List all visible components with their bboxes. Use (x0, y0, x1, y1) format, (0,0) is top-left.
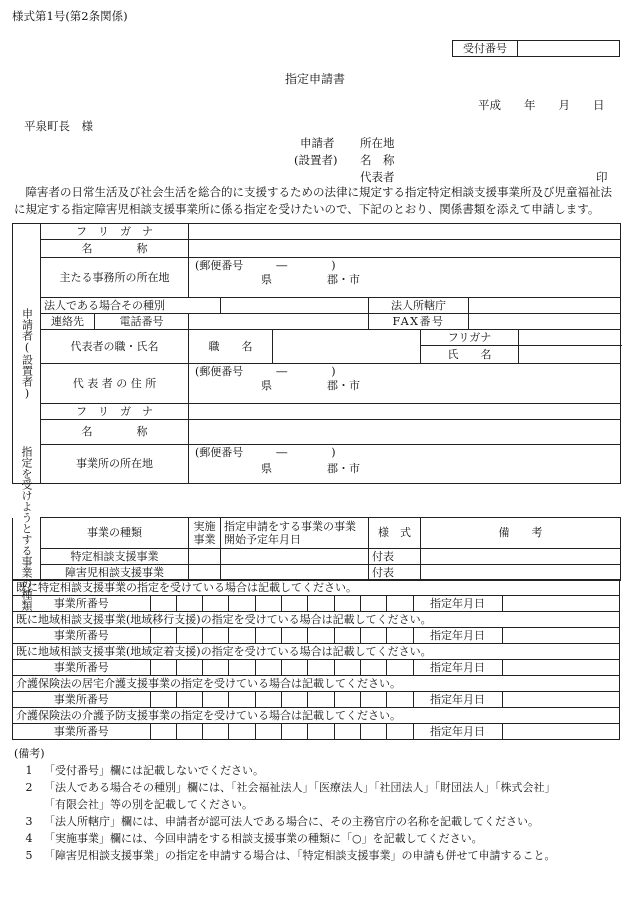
office-number-digit[interactable] (203, 692, 229, 708)
office-number-digit[interactable] (360, 596, 386, 612)
name-label: 名 称 (41, 240, 189, 258)
office-number-digit[interactable] (203, 724, 229, 740)
office-number-digit[interactable] (360, 628, 386, 644)
office-number-digit[interactable] (282, 692, 308, 708)
rep-address-field[interactable]: 県 郡・市 (189, 379, 621, 404)
office-number-digit[interactable] (334, 596, 360, 612)
office-number-label-3: 事業所番号 (13, 660, 151, 676)
postal-code-row[interactable]: (郵便番号 ― ) (189, 258, 621, 274)
notes-heading: (備考) (14, 747, 45, 760)
office-name-field[interactable] (189, 420, 621, 445)
name-field[interactable] (189, 240, 621, 258)
representative-label: 代表者 (360, 170, 395, 184)
office-number-digit[interactable] (308, 596, 334, 612)
position-label: 職 名 (189, 330, 273, 364)
designated-date-label-3: 指定年月日 (413, 660, 502, 676)
main-office-label: 主たる事務所の所在地 (41, 258, 189, 298)
document-title: 指定申請書 (284, 72, 345, 86)
note-item: 3 「法人所轄庁」欄には、申請者が認可法人である場合に、その主務官庁の名称を記載してください。 (25, 815, 539, 828)
prior-prevention-note: 介護保険法の介護予防支援事業の指定を受けている場合は記載してください。 (13, 708, 620, 724)
attached-form-2: 付表 (369, 565, 421, 581)
furigana-label: フ リ ガ ナ (41, 224, 189, 240)
fax-field[interactable] (469, 314, 621, 330)
office-number-label-1: 事業所番号 (13, 596, 151, 612)
prior-settlement-note: 既に地域相談支援事業(地域定着支援)の指定を受けている場合は記載してください。 (13, 644, 620, 660)
office-number-digit[interactable] (255, 724, 281, 740)
section-service-type: 指定を受けようとする事業の種類 (20, 446, 33, 611)
start-date-field-1[interactable] (221, 549, 369, 565)
remarks-label: 備 考 (421, 518, 621, 549)
office-number-digit[interactable] (387, 628, 413, 644)
rep-address-label: 代 表 者 の 住 所 (41, 364, 189, 404)
office-number-digit[interactable] (176, 660, 202, 676)
note-item: 5 「障害児相談支援事業」の指定を申請する場合は、「特定相談支援事業」の申請も併せて申請すること。 (25, 849, 556, 862)
furigana-field[interactable] (189, 224, 621, 240)
office-number-digit[interactable] (176, 692, 202, 708)
applicant-address-label: 所在地 (360, 136, 395, 150)
intro-text: 障害者の日常生活及び社会生活を総合的に支援するための法律に規定する指定特定相談支援事業所及び児童福祉法に規定する指定障害児相談支援事業所に係る指定を受けたいので、下記のとおり、関係書類を添えて申請します。 (14, 185, 612, 216)
contact-label: 連絡先 (41, 314, 95, 330)
addressee: 平泉町長 様 (24, 119, 93, 133)
office-number-label-4: 事業所番号 (13, 692, 151, 708)
position-field[interactable] (273, 330, 421, 364)
designated-date-label-4: 指定年月日 (413, 692, 502, 708)
office-number-digit[interactable] (282, 660, 308, 676)
office-number-digit[interactable] (360, 692, 386, 708)
service-type-label: 事業の種類 (41, 518, 189, 549)
implement-check-1[interactable] (189, 549, 221, 565)
application-table (12, 223, 621, 484)
rep-furigana-label: フリガナ (421, 330, 519, 346)
office-number-digit[interactable] (150, 660, 176, 676)
implement-label: 実施事業 (189, 518, 221, 549)
designated-date-field-3[interactable] (502, 660, 619, 676)
authority-label: 法人所轄庁 (369, 298, 469, 314)
rep-postal-row[interactable]: (郵便番号 ― ) (189, 364, 621, 380)
attached-form-1: 付表 (369, 549, 421, 565)
start-date-label: 指定申請をする事業の事業開始予定年月日 (221, 518, 369, 549)
office-number-digit[interactable] (203, 596, 229, 612)
designated-date-field-5[interactable] (502, 724, 619, 740)
office-number-digit[interactable] (229, 724, 255, 740)
authority-field[interactable] (469, 298, 621, 314)
office-number-digit[interactable] (176, 724, 202, 740)
designated-date-field-2[interactable] (502, 628, 619, 644)
office-number-digit[interactable] (334, 692, 360, 708)
format-label: 様 式 (369, 518, 421, 549)
office-number-digit[interactable] (334, 724, 360, 740)
phone-field[interactable] (189, 314, 369, 330)
office-number-digit[interactable] (282, 596, 308, 612)
office-number-digit[interactable] (282, 724, 308, 740)
rep-name-field[interactable] (519, 346, 621, 364)
section-applicant: 申請者(設置者) (13, 224, 41, 484)
prior-designation-table (12, 579, 620, 740)
office-location-label: 事業所の所在地 (41, 445, 189, 484)
fax-label: FAX番号 (369, 314, 469, 330)
office-number-digit[interactable] (334, 660, 360, 676)
rep-name-label: 氏 名 (421, 346, 519, 364)
designated-date-label-2: 指定年月日 (413, 628, 502, 644)
remarks-field-1[interactable] (421, 549, 621, 565)
rep-title-label: 代表者の職・氏名 (41, 330, 189, 364)
office-number-digit[interactable] (229, 628, 255, 644)
office-number-digit[interactable] (229, 660, 255, 676)
office-number-digit[interactable] (360, 724, 386, 740)
notes-section (14, 745, 620, 864)
office-name-label: 名 称 (41, 420, 189, 445)
designated-date-field-4[interactable] (502, 692, 619, 708)
office-number-digit[interactable] (203, 660, 229, 676)
seal-mark: 印 (596, 170, 608, 184)
office-number-digit[interactable] (334, 628, 360, 644)
office-number-digit[interactable] (308, 628, 334, 644)
office-number-digit[interactable] (387, 724, 413, 740)
corp-type-field[interactable] (221, 298, 369, 314)
office-number-digit[interactable] (387, 692, 413, 708)
office-number-digit[interactable] (255, 596, 281, 612)
office-number-digit[interactable] (282, 628, 308, 644)
service-type-table (12, 517, 621, 581)
receipt-number-field[interactable] (518, 41, 620, 57)
designated-date-label-1: 指定年月日 (413, 596, 502, 612)
form-number: 様式第1号(第2条関係) (12, 9, 128, 23)
service-child-consultation: 障害児相談支援事業 (41, 565, 189, 581)
office-number-digit[interactable] (150, 628, 176, 644)
rep-furigana-field[interactable] (519, 330, 621, 346)
application-date[interactable]: 平成 年 月 日 (478, 98, 605, 112)
office-number-digit[interactable] (255, 628, 281, 644)
office-furigana-field[interactable] (189, 404, 621, 420)
office-number-digit[interactable] (308, 724, 334, 740)
office-number-digit[interactable] (176, 628, 202, 644)
office-number-digit[interactable] (387, 596, 413, 612)
office-number-digit[interactable] (229, 692, 255, 708)
office-number-digit[interactable] (150, 692, 176, 708)
note-item: 4 「実施事業」欄には、今回申請をする相談支援事業の種類に「○」を記載してください。 (25, 832, 483, 845)
office-number-digit[interactable] (387, 660, 413, 676)
office-number-digit[interactable] (360, 660, 386, 676)
note-item: 1 「受付番号」欄には記載しないでください。 (25, 764, 264, 777)
note-item: 2 「法人である場合その種別」欄には、「社会福祉法人」「医療法人」「社団法人」「財団法人」「株式会社」 (25, 781, 556, 794)
applicant-label: 申請者 (300, 136, 335, 150)
prior-home-care-note: 介護保険法の居宅介護支援事業の指定を受けている場合は記載してください。 (13, 676, 620, 692)
office-number-digit[interactable] (150, 724, 176, 740)
phone-label: 電話番号 (95, 314, 189, 330)
note-item: 「有限会社」等の別を記載してください。 (44, 798, 253, 811)
applicant-name-label: 名 称 (360, 153, 395, 167)
office-number-digit[interactable] (150, 596, 176, 612)
office-address-field[interactable]: 県 郡・市 (189, 273, 621, 298)
prior-transition-note: 既に地域相談支援事業(地域移行支援)の指定を受けている場合は記載してください。 (13, 612, 620, 628)
office-number-digit[interactable] (255, 692, 281, 708)
office-number-digit[interactable] (176, 596, 202, 612)
corp-type-label: 法人である場合その種別 (41, 298, 221, 314)
designated-date-label-5: 指定年月日 (413, 724, 502, 740)
receipt-label: 受付番号 (453, 41, 518, 57)
service-specific-consultation: 特定相談支援事業 (41, 549, 189, 565)
prior-specific-note: 既に特定相談支援事業の指定を受けている場合は記載してください。 (13, 580, 620, 596)
establisher-label: (設置者) (294, 153, 338, 167)
office-number-digit[interactable] (308, 692, 334, 708)
office-number-digit[interactable] (308, 660, 334, 676)
office-number-label-2: 事業所番号 (13, 628, 151, 644)
office-location-field[interactable]: (郵便番号 ― ) 県 郡・市 (189, 445, 621, 484)
office-number-digit[interactable] (203, 628, 229, 644)
office-number-label-5: 事業所番号 (13, 724, 151, 740)
designated-date-field-1[interactable] (502, 596, 619, 612)
office-number-digit[interactable] (229, 596, 255, 612)
receipt-box (452, 40, 620, 57)
office-number-digit[interactable] (255, 660, 281, 676)
office-furigana-label: フ リ ガ ナ (41, 404, 189, 420)
